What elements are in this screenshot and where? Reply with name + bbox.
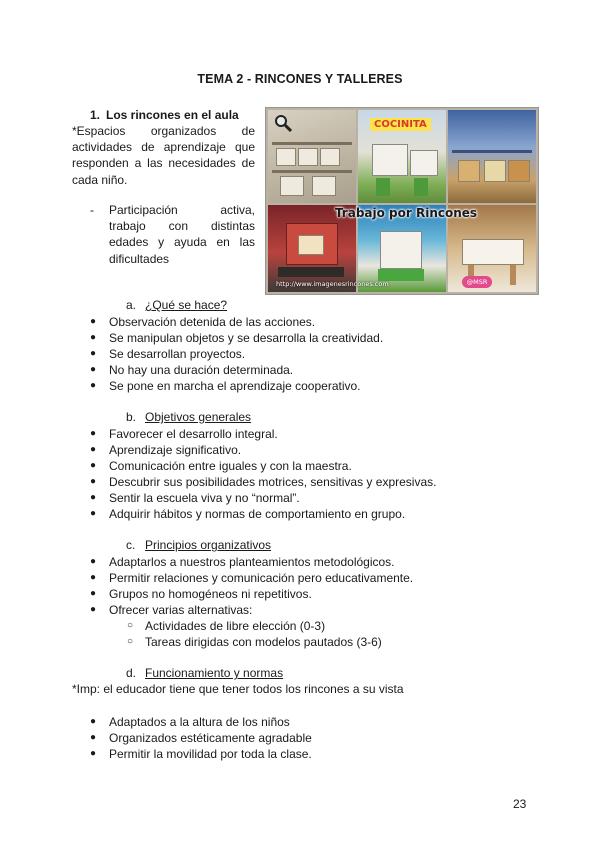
list-item-text: Permitir relaciones y comunicación pero educativamente.: [109, 571, 414, 585]
list-item-text: Se manipulan objetos y se desarrolla la creatividad.: [109, 331, 384, 345]
bullet-icon: ●: [90, 556, 97, 567]
list-item-text: Adaptados a la altura de los niños: [109, 715, 290, 729]
bullet-icon: ●: [90, 588, 97, 599]
dash-item-text: Participación activa, trabajo con distintas edades y ayuda en las dificultades: [109, 203, 255, 266]
bullet-list-d: [90, 714, 560, 762]
subsection-heading-b: [126, 410, 251, 424]
bullet-icon: ●: [90, 508, 97, 519]
list-item: [90, 314, 560, 330]
list-item-text: Permitir la movilidad por toda la clase.: [109, 747, 312, 761]
subsection-letter: c.: [126, 538, 136, 552]
bullet-icon: ●: [90, 316, 97, 327]
subsection-heading-d: [126, 666, 283, 680]
page-title: TEMA 2 - RINCONES Y TALLERES: [197, 72, 403, 86]
sub-list-item: [90, 618, 560, 634]
sub-list-item: [90, 634, 560, 650]
subsection-label: Objetivos generales: [145, 410, 252, 424]
page-number: 23: [513, 797, 527, 811]
sub-list-item-text: Tareas dirigidas con modelos pautados (3-6): [145, 635, 382, 649]
list-item: [90, 714, 560, 730]
list-item: [90, 490, 560, 506]
subsection-letter: a.: [126, 298, 137, 312]
list-item: [90, 506, 560, 522]
collage-logo: @MSR: [462, 276, 492, 288]
list-item: [90, 602, 560, 618]
list-item-text: Observación detenida de las acciones.: [109, 315, 316, 329]
list-item: [90, 330, 560, 346]
subsection-label: ¿Qué se hace?: [145, 298, 228, 312]
list-item-text: Adquirir hábitos y normas de comportamiento en grupo.: [109, 507, 406, 521]
list-item-text: Comunicación entre iguales y con la maestra.: [109, 459, 352, 473]
list-item-text: Grupos no homogéneos ni repetitivos.: [109, 587, 312, 601]
bullet-list-b: [90, 426, 560, 522]
section-heading: [90, 108, 239, 122]
list-item-text: Ofrecer varias alternativas:: [109, 603, 253, 617]
hollow-bullet-icon: ○: [127, 636, 134, 647]
sub-bullet-list-c: [90, 618, 560, 650]
list-item: [90, 378, 560, 394]
subsection-heading-a: [126, 298, 227, 312]
list-item: [90, 746, 560, 762]
sub-list-item-text: Actividades de libre elección (0-3): [145, 619, 326, 633]
bullet-icon: ●: [90, 460, 97, 471]
collage-tile-shelves-blue: [448, 110, 536, 203]
list-item-text: Sentir la escuela viva y no “normal”.: [109, 491, 300, 505]
list-item-text: Organizados estéticamente agradable: [109, 731, 312, 745]
list-item-text: Descubrir sus posibilidades motrices, sensitivas y expresivas.: [109, 475, 437, 489]
bullet-icon: ●: [90, 428, 97, 439]
important-note: *Imp: el educador tiene que tener todos los rincones a su vista: [72, 682, 404, 696]
section-heading-text: Los rincones en el aula: [106, 108, 239, 122]
subsection-label: Funcionamiento y normas: [145, 666, 284, 680]
bullet-icon: ●: [90, 332, 97, 343]
bullet-icon: ●: [90, 492, 97, 503]
hollow-bullet-icon: ○: [127, 620, 134, 631]
dash-list-item: [90, 202, 255, 267]
list-item: [90, 586, 560, 602]
list-item: [90, 442, 560, 458]
list-item: [90, 730, 560, 746]
dash-marker: -: [90, 203, 94, 217]
bullet-icon: ●: [90, 444, 97, 455]
list-item-text: Adaptarlos a nuestros planteamientos metodológicos.: [109, 555, 395, 569]
bullet-icon: ●: [90, 572, 97, 583]
list-item: [90, 554, 560, 570]
list-item-text: Favorecer el desarrollo integral.: [109, 427, 278, 441]
collage-tile-shelves: [268, 110, 356, 203]
bullet-icon: ●: [90, 348, 97, 359]
list-item: [90, 458, 560, 474]
list-item: [90, 362, 560, 378]
subsection-letter: d.: [126, 666, 137, 680]
bullet-icon: ●: [90, 380, 97, 391]
list-item: [90, 346, 560, 362]
kitchen-sign: COCINITA: [370, 118, 431, 131]
collage-overlay-text: Trabajo por Rincones: [334, 206, 478, 220]
bullet-list-c: [90, 554, 560, 618]
bullet-icon: ●: [90, 732, 97, 743]
list-item-text: Aprendizaje significativo.: [109, 443, 242, 457]
collage-url-text: http://www.imagenesrincones.com: [276, 280, 389, 288]
magnifier-icon: [274, 114, 292, 132]
bullet-icon: ●: [90, 604, 97, 615]
bullet-icon: ●: [90, 476, 97, 487]
collage-tile-kitchen: [358, 110, 446, 203]
intro-paragraph: *Espacios organizados de actividades de aprendizaje que responden a las necesidades de cada niño.: [72, 124, 255, 187]
bullet-list-a: [90, 314, 560, 394]
list-item-text: Se pone en marcha el aprendizaje cooperativo.: [109, 379, 361, 393]
list-item-text: Se desarrollan proyectos.: [109, 347, 246, 361]
list-item: [90, 570, 560, 586]
list-item: [90, 474, 560, 490]
bullet-icon: ●: [90, 716, 97, 727]
bullet-icon: ●: [90, 748, 97, 759]
rincones-collage-image: [265, 107, 539, 295]
list-item-text: No hay una duración determinada.: [109, 363, 294, 377]
subsection-letter: b.: [126, 410, 137, 424]
list-item: [90, 426, 560, 442]
bullet-icon: ●: [90, 364, 97, 375]
subsection-label: Principios organizativos: [145, 538, 272, 552]
subsection-heading-c: [126, 538, 271, 552]
section-number: 1.: [90, 108, 101, 122]
